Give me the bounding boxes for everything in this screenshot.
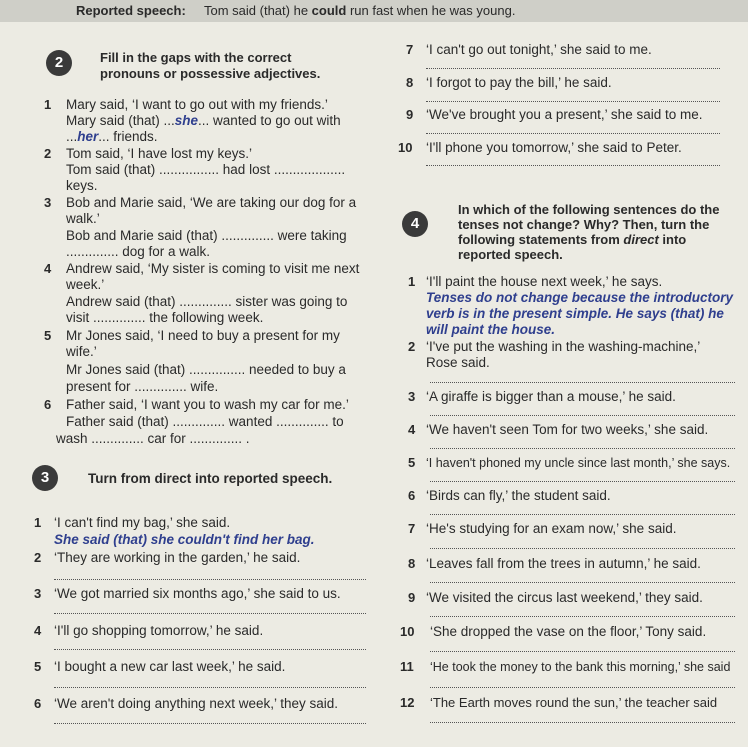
item-text: wife.’ — [66, 344, 97, 359]
answer-line — [54, 578, 366, 580]
exercise-2-badge: 2 — [46, 50, 72, 76]
exercise-2-title-line2: pronouns or possessive adjectives. — [100, 66, 321, 81]
item-answer: She said (that) she couldn't find her bag. — [54, 532, 315, 547]
answer-line — [430, 414, 735, 416]
exercise-4-title-line2: tenses not change? Why? Then, turn the — [458, 217, 710, 232]
item-text: ‘We aren't doing anything next week,’ they said. — [54, 696, 338, 711]
answer-line — [54, 612, 366, 614]
item-gap-line: Mr Jones said (that) ............... needed to buy a — [66, 362, 346, 377]
item-text: ‘I can't find my bag,’ she said. — [54, 515, 231, 530]
item-text: Mary said (that) ...she... wanted to go out with — [66, 113, 341, 128]
item-number: 10 — [400, 624, 415, 639]
item-text: keys. — [66, 178, 98, 193]
item-answer: Tenses do not change because the introductory — [426, 290, 734, 305]
answer-line — [430, 547, 735, 549]
item-text: Tom said, ‘I have lost my keys.’ — [66, 146, 253, 161]
item-number: 2 — [34, 550, 42, 565]
item-number: 11 — [400, 659, 414, 674]
item-number: 6 — [44, 397, 52, 412]
item-text: ‘We visited the circus last weekend,’ they said. — [426, 590, 703, 605]
item-number: 7 — [408, 521, 416, 536]
item-number: 10 — [398, 140, 413, 155]
item-number: 1 — [34, 515, 42, 530]
item-answer: verb is in the present simple. He says (that) he — [426, 306, 724, 321]
item-gap-line: .............. dog for a walk. — [66, 244, 211, 259]
item-text: ...her... friends. — [66, 129, 158, 144]
answer-line — [430, 615, 735, 617]
answer-line — [426, 100, 720, 102]
exercise-3-title: Turn from direct into reported speech. — [88, 471, 333, 486]
item-number: 6 — [408, 488, 416, 503]
header-label: Reported speech: — [76, 3, 186, 18]
item-number: 4 — [44, 261, 52, 276]
item-text: ‘We haven't seen Tom for two weeks,’ she said. — [426, 422, 709, 437]
item-gap-line: Bob and Marie said (that) .............. were taking — [66, 228, 347, 243]
answer-line — [430, 721, 735, 723]
answer-line — [54, 648, 366, 650]
item-number: 12 — [400, 695, 415, 710]
item-number: 4 — [408, 422, 416, 437]
item-text: Mr Jones said, ‘I need to buy a present for my — [66, 328, 340, 343]
item-text: Mary said, ‘I want to go out with my friends.’ — [66, 97, 328, 112]
item-text: ‘Leaves fall from the trees in autumn,’ he said. — [426, 556, 701, 571]
item-gap-line: Andrew said (that) .............. sister was going to — [66, 294, 348, 309]
item-text: ‘She dropped the vase on the floor,’ Tony said. — [430, 624, 707, 639]
item-number: 5 — [408, 455, 416, 470]
exercise-4-badge: 4 — [402, 211, 428, 237]
item-number: 2 — [408, 339, 416, 354]
item-text: week.’ — [66, 277, 105, 292]
item-text: ‘Birds can fly,’ the student said. — [426, 488, 611, 503]
item-text: ‘I'll paint the house next week,’ he says. — [426, 274, 663, 289]
answer-line — [430, 480, 735, 482]
answer-line — [430, 513, 735, 515]
answer-line — [430, 686, 735, 688]
answer-line — [426, 67, 720, 69]
answer-line — [426, 132, 720, 134]
item-text: ‘I'll phone you tomorrow,’ she said to Peter. — [426, 140, 682, 155]
item-number: 2 — [44, 146, 52, 161]
item-number: 8 — [408, 556, 416, 571]
header-example: Tom said (that) he could run fast when he was young. — [204, 3, 516, 18]
answer-line — [54, 686, 366, 688]
item-text: ‘I'll go shopping tomorrow,’ he said. — [54, 623, 264, 638]
item-text: ‘I forgot to pay the bill,’ he said. — [426, 75, 612, 90]
item-number: 9 — [408, 590, 416, 605]
item-text: ‘The Earth moves round the sun,’ the teacher said — [430, 695, 718, 710]
answer-line — [430, 581, 735, 583]
exercise-2-title-line1: Fill in the gaps with the correct — [100, 50, 292, 65]
item-gap-line: Father said (that) .............. wanted .............. to — [66, 414, 344, 429]
item-text: ‘He's studying for an exam now,’ she said. — [426, 521, 677, 536]
item-text: ‘I can't go out tonight,’ she said to me. — [426, 42, 652, 57]
item-text: ‘They are working in the garden,’ he said. — [54, 550, 301, 565]
item-number: 7 — [406, 42, 414, 57]
item-text: ‘I've put the washing in the washing-machine,’ — [426, 339, 701, 354]
item-number: 3 — [44, 195, 52, 210]
answer-line — [430, 650, 735, 652]
item-number: 1 — [44, 97, 52, 112]
item-text: ‘I haven't phoned my uncle since last month,’ she says. — [426, 456, 731, 470]
exercise-4-title-line4: reported speech. — [458, 247, 563, 262]
item-gap-line: visit .............. the following week. — [66, 310, 264, 325]
item-text: ‘A giraffe is bigger than a mouse,’ he said. — [426, 389, 676, 404]
item-number: 3 — [34, 586, 42, 601]
item-number: 6 — [34, 696, 42, 711]
item-number: 4 — [34, 623, 42, 638]
item-text: ‘He took the money to the bank this morning,’ she said — [430, 660, 731, 674]
item-number: 9 — [406, 107, 414, 122]
item-text: Andrew said, ‘My sister is coming to visit me next — [66, 261, 360, 276]
item-text: ‘I bought a new car last week,’ he said. — [54, 659, 286, 674]
item-gap-line: present for .............. wife. — [66, 379, 219, 394]
item-number: 5 — [34, 659, 42, 674]
item-text: ‘We've brought you a present,’ she said to me. — [426, 107, 703, 122]
item-text: Rose said. — [426, 355, 490, 370]
item-gap-line: wash .............. car for .............. . — [56, 431, 250, 446]
item-number: 5 — [44, 328, 52, 343]
answer-line — [430, 381, 735, 383]
item-gap-line: Tom said (that) ................ had lost ................... — [66, 162, 346, 177]
item-number: 8 — [406, 75, 414, 90]
answer-line — [430, 447, 735, 449]
exercise-4-title-line1: In which of the following sentences do the — [458, 202, 720, 217]
answer-line — [54, 722, 366, 724]
header-bar — [0, 0, 748, 22]
item-text: Bob and Marie said, ‘We are taking our dog for a — [66, 195, 357, 210]
exercise-4-title-line3: following statements from direct into — [458, 232, 687, 247]
item-number: 3 — [408, 389, 416, 404]
exercise-3-badge: 3 — [32, 465, 58, 491]
item-number: 1 — [408, 274, 416, 289]
item-text: walk.’ — [66, 211, 100, 226]
item-text: Father said, ‘I want you to wash my car for me.’ — [66, 397, 349, 412]
answer-line — [426, 164, 720, 166]
item-answer: will paint the house. — [426, 322, 556, 337]
item-text: ‘We got married six months ago,’ she said to us. — [54, 586, 341, 601]
